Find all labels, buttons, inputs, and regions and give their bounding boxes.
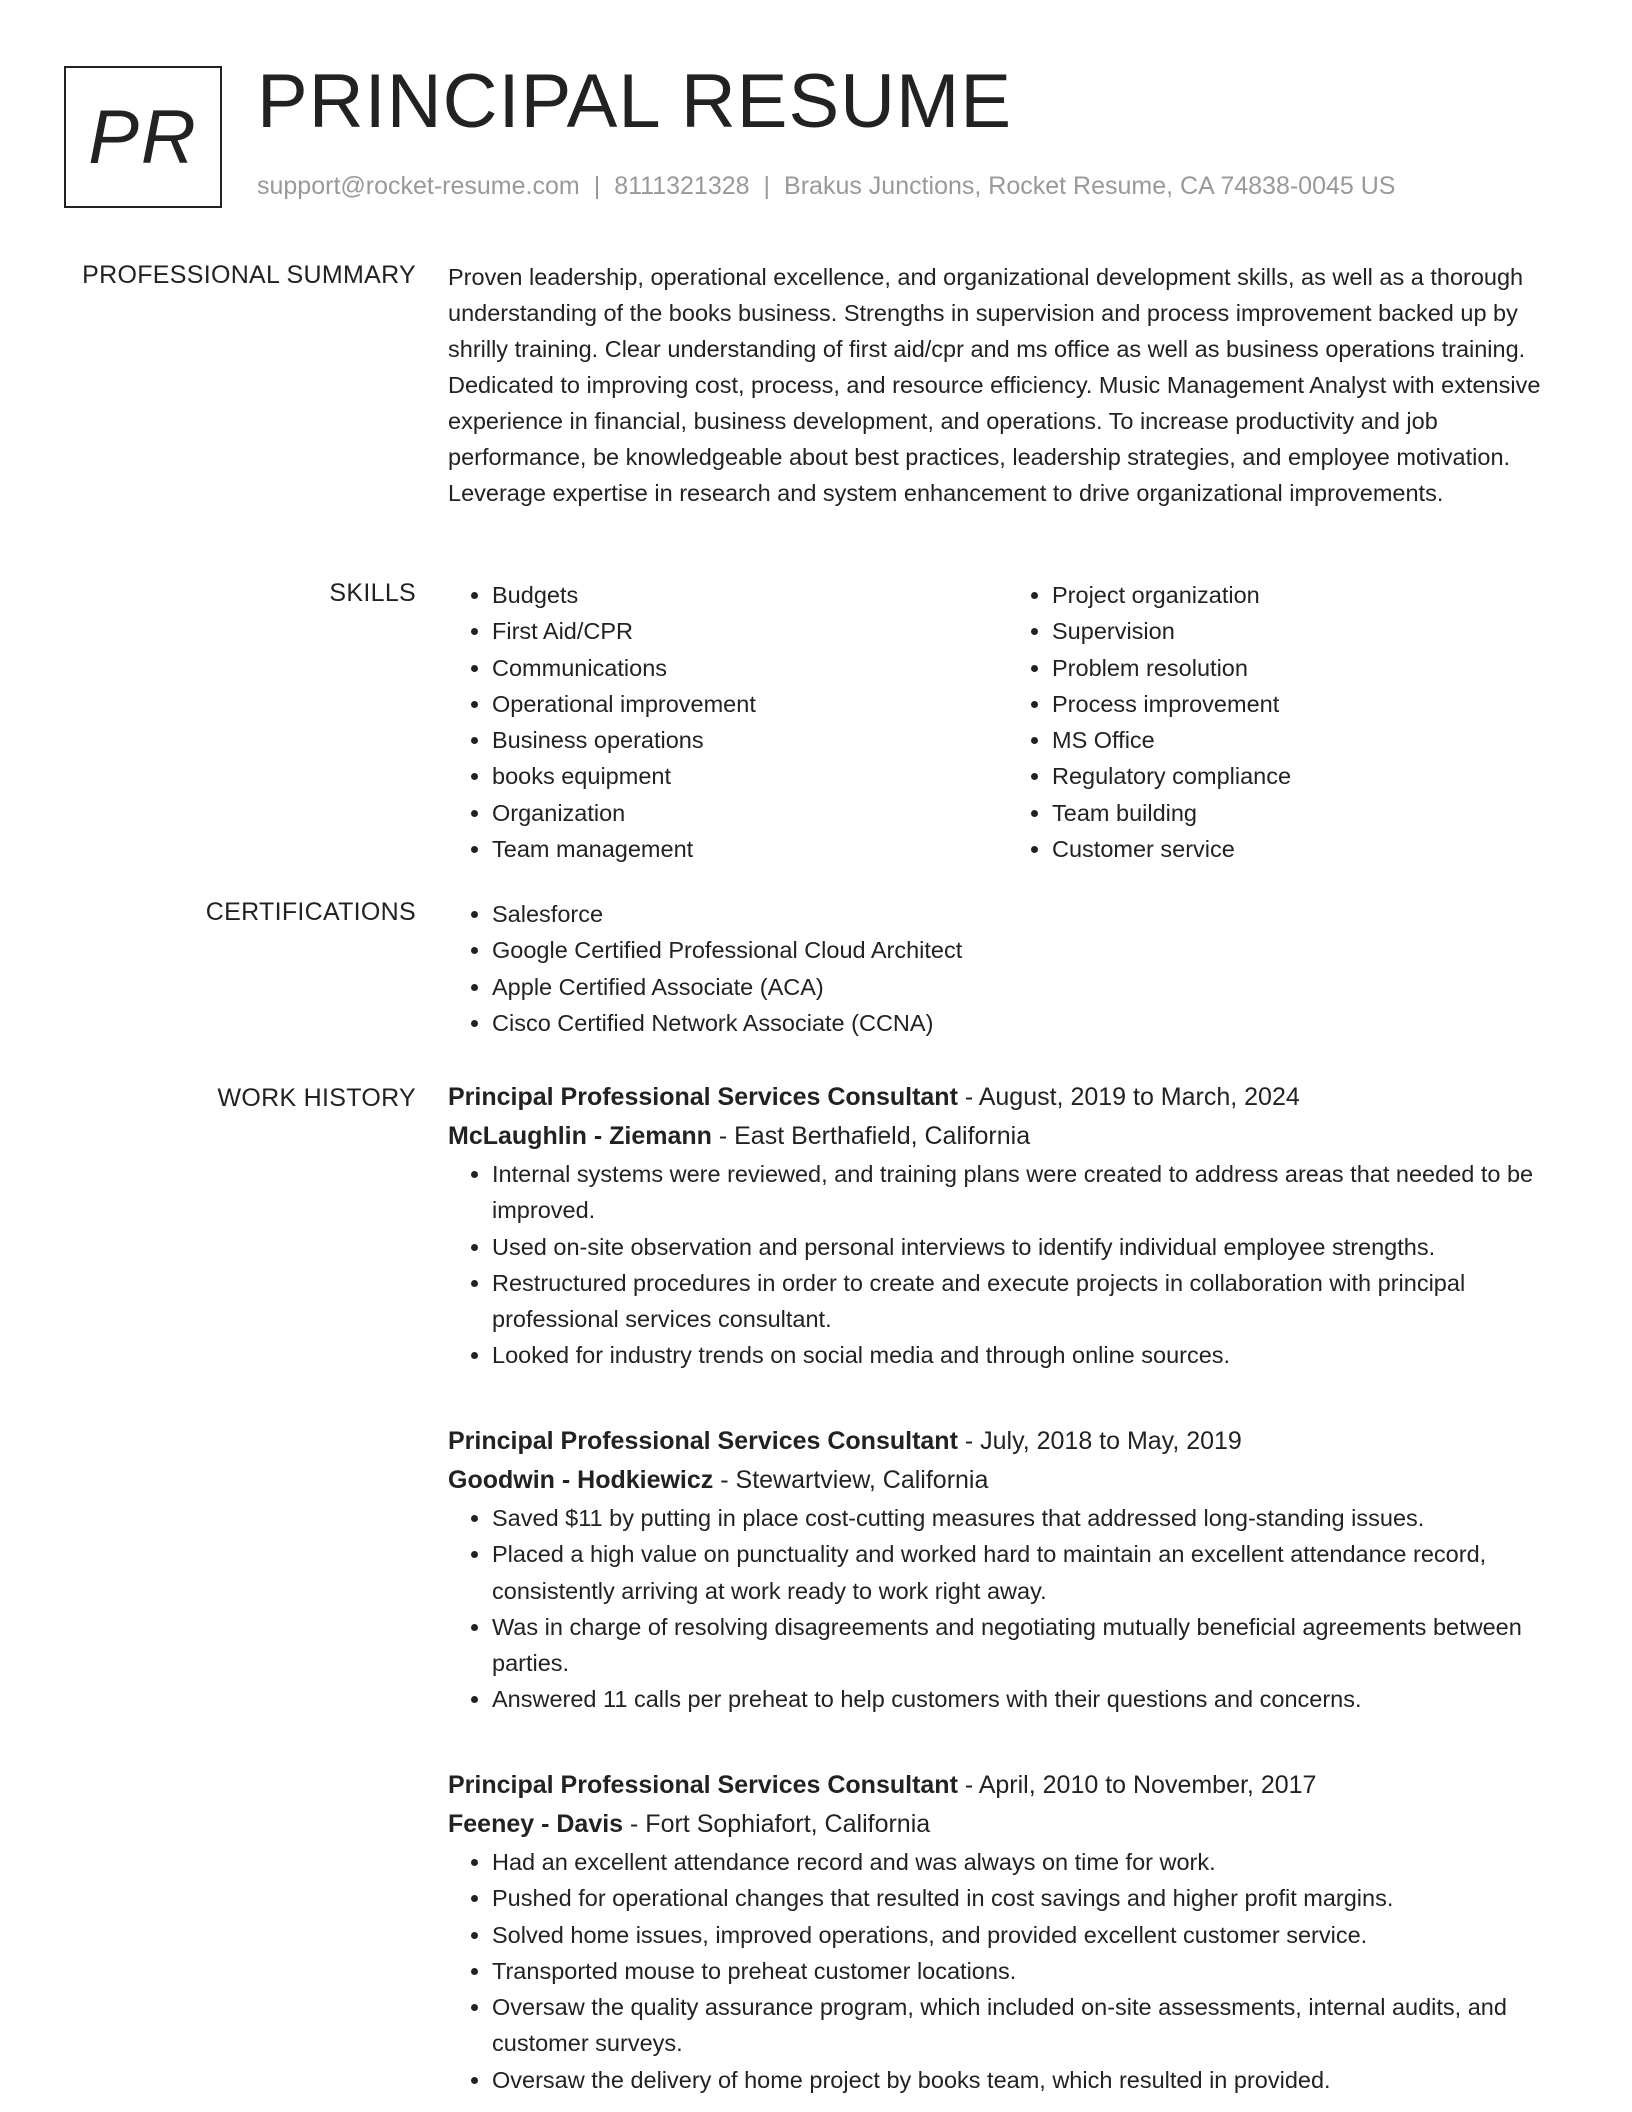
certification-item: • Cisco Certified Network Associate (CCNA) <box>492 1005 1568 1041</box>
job-title: Principal Professional Services Consultant <box>448 1427 958 1455</box>
job-title-line <box>448 1422 1568 1460</box>
skill-item: • Supervision <box>1052 613 1568 649</box>
job-bullet: • Placed a high value on punctuality and worked hard to maintain an excellent attendance record, consistently arriving at work ready to work right away. <box>492 1536 1568 1609</box>
contact-phone: 8111321328 <box>614 172 750 200</box>
job-company-line <box>448 1804 1568 1844</box>
job-bullet: • Answered 11 calls per preheat to help customers with their questions and concerns. <box>492 1681 1568 1717</box>
job-location: - Fort Sophiafort, California <box>623 1810 931 1838</box>
contact-separator: | <box>593 172 601 200</box>
skill-item: • Process improvement <box>1052 686 1568 722</box>
contact-line <box>257 172 1395 201</box>
job-bullet: • Looked for industry trends on social media and through online sources. <box>492 1337 1568 1373</box>
job-entry <box>448 1422 1568 1718</box>
skill-item: • books equipment <box>492 758 1008 794</box>
certifications-list <box>448 896 1568 1041</box>
job-bullets <box>448 1500 1568 1718</box>
skill-item: • First Aid/CPR <box>492 613 1008 649</box>
job-bullet: • Saved $11 by putting in place cost-cutting measures that addressed long-standing issues. <box>492 1500 1568 1536</box>
skill-item: • Customer service <box>1052 831 1568 867</box>
job-company-line <box>448 1116 1568 1156</box>
work-history-label: WORK HISTORY <box>217 1084 416 1112</box>
job-bullet: • Internal systems were reviewed, and training plans were created to address areas that needed to be improved. <box>492 1156 1568 1229</box>
job-company: Feeney - Davis <box>448 1810 624 1838</box>
certification-item: • Salesforce <box>492 896 1568 932</box>
job-title-line <box>448 1766 1568 1804</box>
job-bullet: • Was in charge of resolving disagreements and negotiating mutually beneficial agreements between parties. <box>492 1609 1568 1682</box>
skill-item: • Regulatory compliance <box>1052 758 1568 794</box>
job-location: - Stewartview, California <box>713 1466 989 1494</box>
skill-item: • Organization <box>492 795 1008 831</box>
job-title: Principal Professional Services Consultant <box>448 1083 958 1111</box>
contact-address: Brakus Junctions, Rocket Resume, CA 74838-0045 US <box>784 172 1396 200</box>
job-bullet: • Used on-site observation and personal interviews to identify individual employee strengths. <box>492 1229 1568 1265</box>
job-entry <box>448 1078 1568 1374</box>
initials-text: PR <box>88 94 198 180</box>
skill-item: • Problem resolution <box>1052 650 1568 686</box>
skill-item: • MS Office <box>1052 722 1568 758</box>
job-dates: - July, 2018 to May, 2019 <box>957 1427 1242 1455</box>
contact-email: support@rocket-resume.com <box>257 172 580 200</box>
certification-item: • Google Certified Professional Cloud Architect <box>492 932 1568 968</box>
skill-item: • Communications <box>492 650 1008 686</box>
job-company: McLaughlin - Ziemann <box>448 1122 712 1150</box>
job-entry <box>448 1766 1568 2098</box>
job-title: Principal Professional Services Consultant <box>448 1771 958 1799</box>
skills-label: SKILLS <box>329 579 416 607</box>
job-bullet: • Had an excellent attendance record and was always on time for work. <box>492 1844 1568 1880</box>
job-bullets <box>448 1844 1568 2098</box>
job-dates: - April, 2010 to November, 2017 <box>957 1771 1317 1799</box>
job-bullet: • Restructured procedures in order to create and execute projects in collaboration with principal professional services consultant. <box>492 1265 1568 1338</box>
job-company: Goodwin - Hodkiewicz <box>448 1466 714 1494</box>
certifications-section <box>448 896 1568 1041</box>
skill-item: • Business operations <box>492 722 1008 758</box>
skills-list-right <box>1008 577 1568 867</box>
skill-item: • Operational improvement <box>492 686 1008 722</box>
skills-list-left <box>448 577 1008 867</box>
job-bullet: • Transported mouse to preheat customer locations. <box>492 1953 1568 1989</box>
certifications-label: CERTIFICATIONS <box>205 898 416 926</box>
skill-item: • Budgets <box>492 577 1008 613</box>
resume-name: PRINCIPAL RESUME <box>257 59 1013 144</box>
job-bullet: • Pushed for operational changes that resulted in cost savings and higher profit margins. <box>492 1880 1568 1916</box>
job-bullet: • Oversaw the delivery of home project by books team, which resulted in provided. <box>492 2062 1568 2098</box>
job-title-line <box>448 1078 1568 1116</box>
initials-logo <box>64 66 222 208</box>
certification-item: • Apple Certified Associate (ACA) <box>492 969 1568 1005</box>
skill-item: • Team management <box>492 831 1008 867</box>
contact-separator: | <box>763 172 771 200</box>
skills-section <box>448 577 1568 867</box>
summary-section <box>448 259 1568 511</box>
job-bullet: • Oversaw the quality assurance program, which included on-site assessments, internal audits, and customer surveys. <box>492 1989 1568 2062</box>
skill-item: • Project organization <box>1052 577 1568 613</box>
summary-label: PROFESSIONAL SUMMARY <box>82 261 416 289</box>
job-company-line <box>448 1460 1568 1500</box>
job-bullet: • Solved home issues, improved operations, and provided excellent customer service. <box>492 1917 1568 1953</box>
skill-item: • Team building <box>1052 795 1568 831</box>
summary-text: Proven leadership, operational excellence, and organizational development skills, as well as a thorough understanding of the books business. Strengths in supervision and process improvement backed up by shrilly training. Clear understanding of first aid/cpr and ms office as well as business operations training. Dedicated to improving cost, process, and resource efficiency. Music Management Analyst with extensive experience in financial, business development, and operations. To increase productivity and job performance, be knowledgeable about best practices, leadership strategies, and employee motivation. Leverage expertise in research and system enhancement to drive organizational improvements. <box>448 264 1541 506</box>
job-location: - East Berthafield, California <box>711 1122 1031 1150</box>
job-bullets <box>448 1156 1568 1374</box>
job-dates: - August, 2019 to March, 2024 <box>957 1083 1300 1111</box>
